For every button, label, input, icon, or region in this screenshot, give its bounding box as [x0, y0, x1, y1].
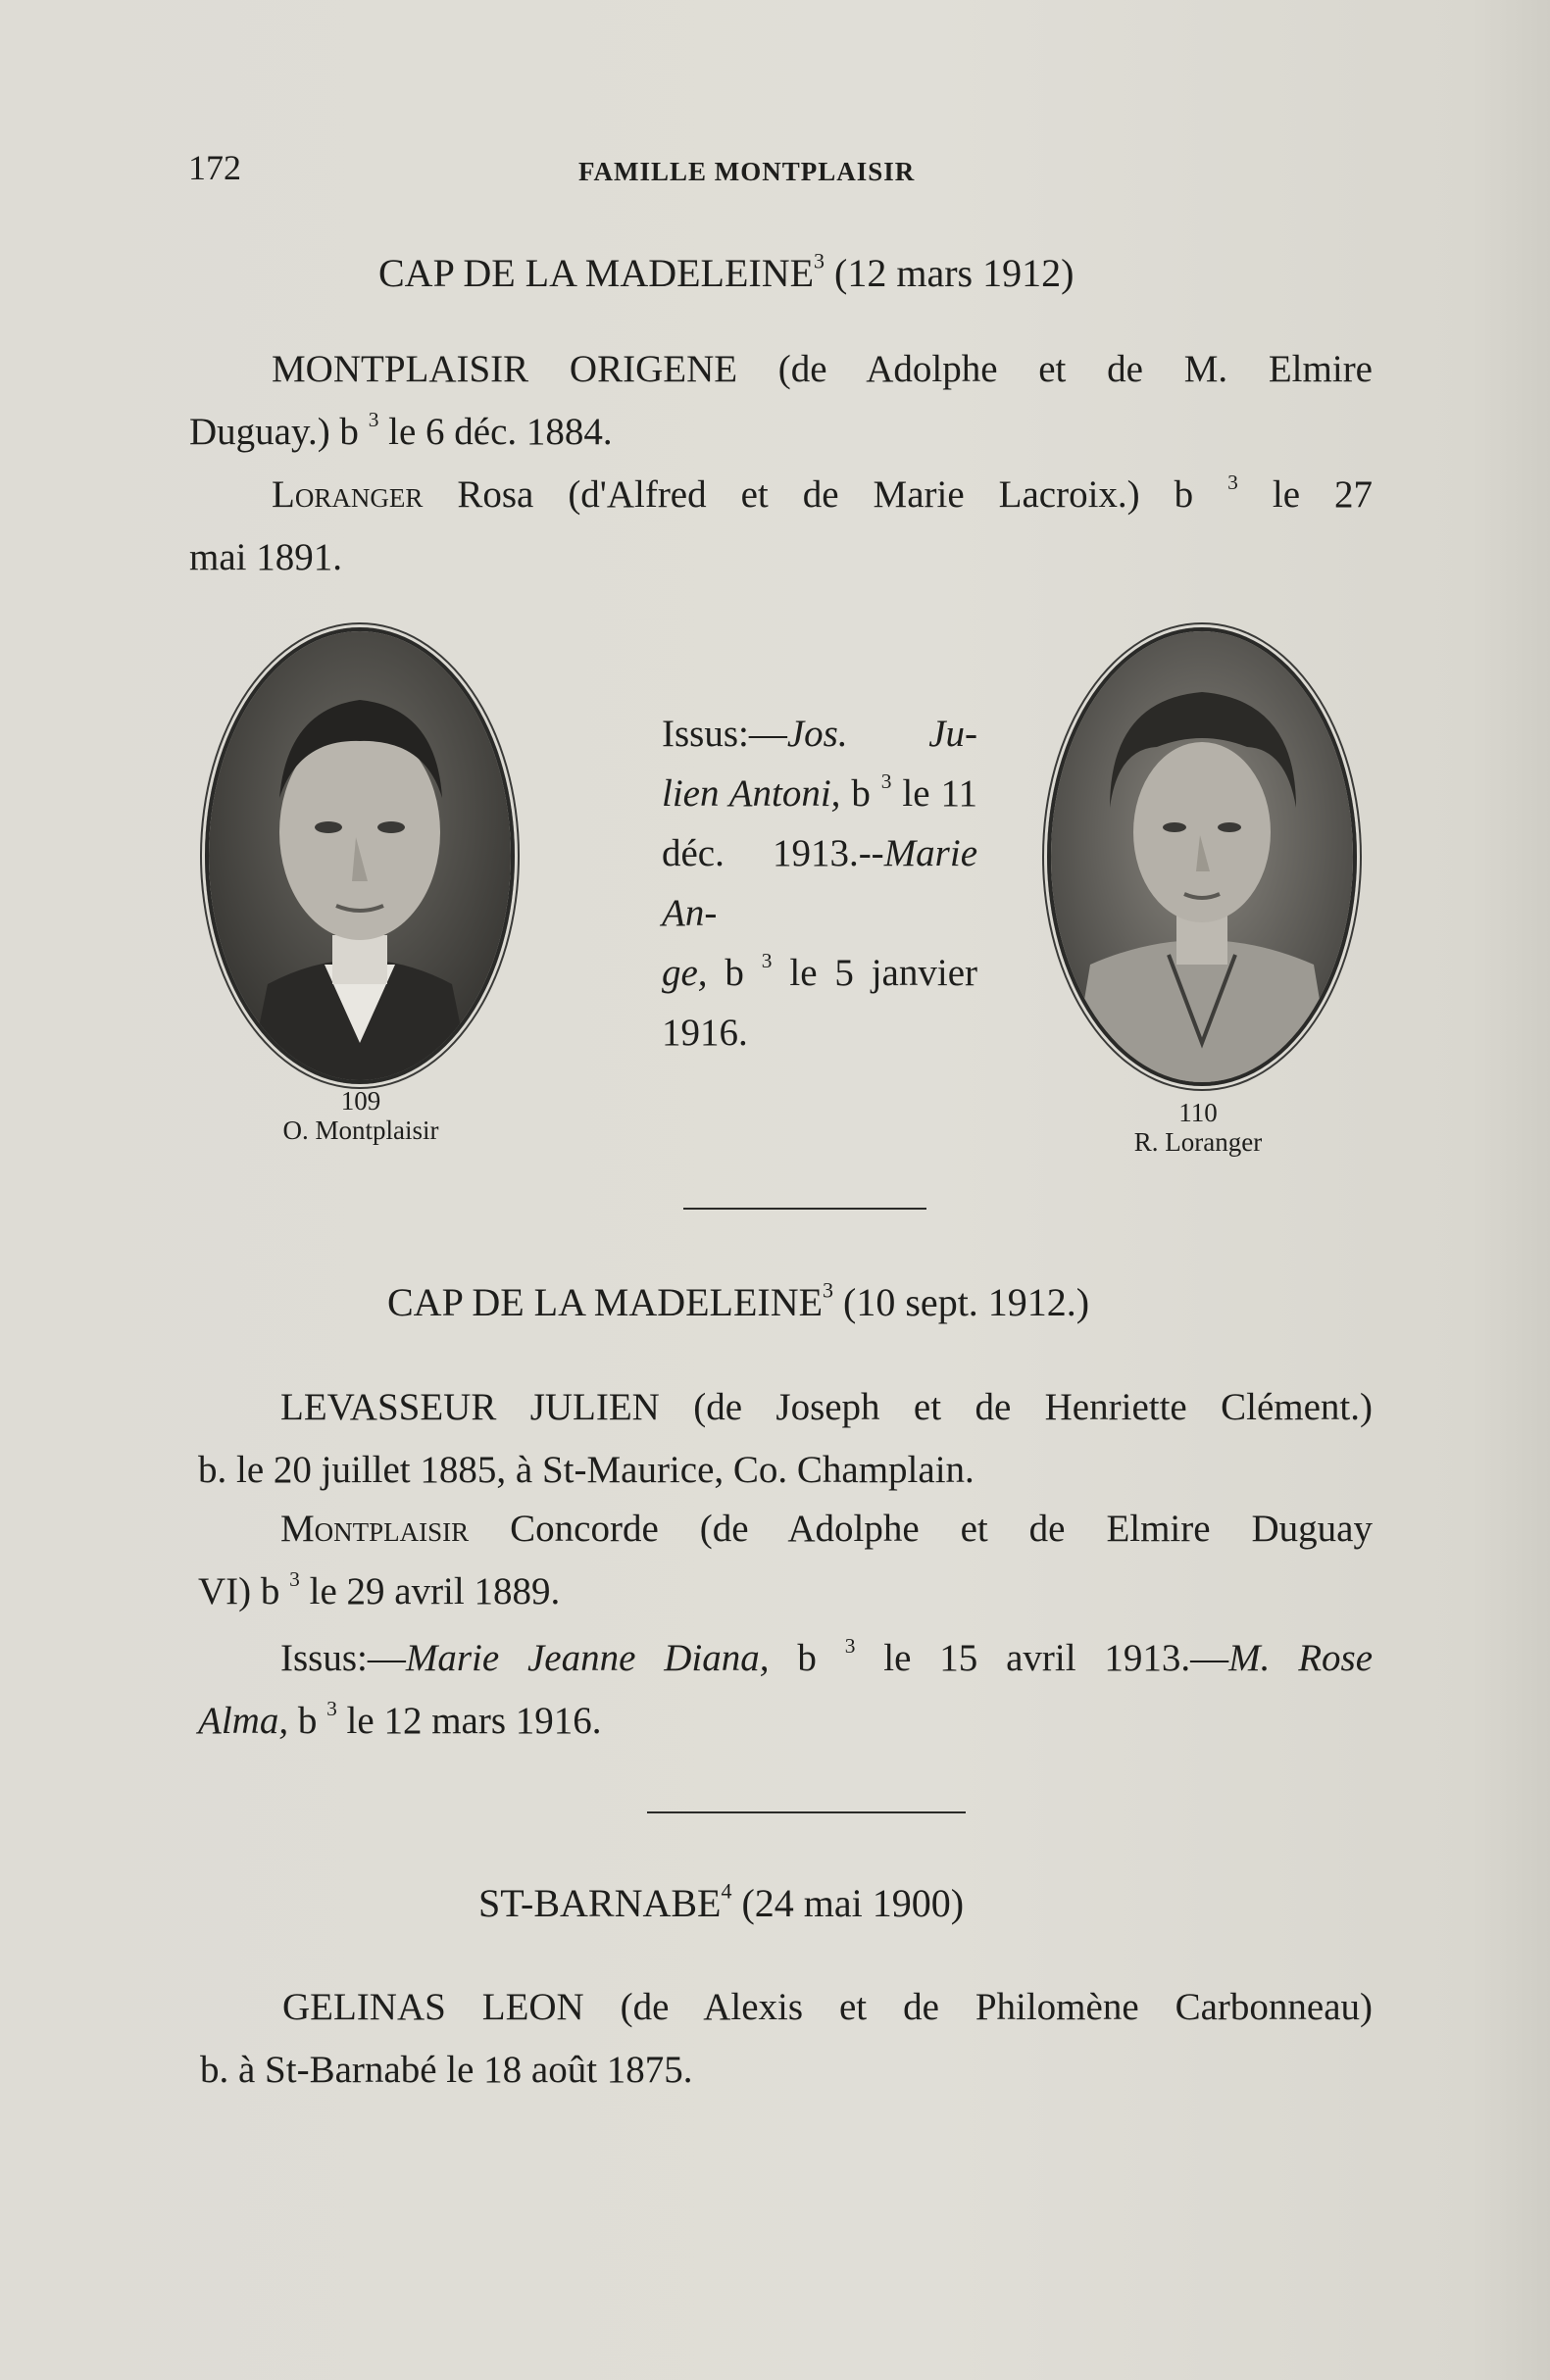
entry-groom-1: MONTPLAISIR ORIGENE (de Adolphe et de M. Elmire Duguay.) b $^3$ le 6 déc. 1884. [189, 348, 1373, 453]
photo-name-left: O. Montplaisir [282, 1116, 439, 1145]
section-divider-2 [647, 1811, 966, 1813]
running-title: FAMILLE MONTPLAISIR [578, 157, 916, 186]
section-heading-3: ST-BARNABE$^4$ (24 mai 1900) [478, 1878, 965, 1925]
man-portrait-icon [209, 631, 511, 1080]
issue-text-1: Issus:—Jos. Ju- lien Antoni, b $^3$ le 11 déc. 1913.--Marie An- ge, b $^3$ le 5 janvier 1916. [662, 713, 978, 1054]
entry-bride-2: Montplaisir Concorde (de Adolphe et de Elmire Duguay VI) b $^3$ le 29 avril 1889. [198, 1508, 1373, 1612]
portrait-photo-left [205, 627, 515, 1084]
section-heading-1: CAP DE LA MADELEINE$^3$ (12 mars 1912) [378, 248, 1075, 295]
entry-groom-3: GELINAS LEON (de Alexis et de Philomène Carbonneau) b. à St-Barnabé le 18 août 1875. [200, 1986, 1373, 2091]
section-heading-2: CAP DE LA MADELEINE$^3$ (10 sept. 1912.) [387, 1277, 1090, 1324]
photo-name-right: R. Loranger [1133, 1127, 1263, 1157]
woman-portrait-icon [1051, 631, 1353, 1082]
issue-text-2: Issus:—Marie Jeanne Diana, b $^3$ le 15 avril 1913.—M. Rose Alma, b $^3$ le 12 mars 1916. [198, 1633, 1374, 1742]
photo-caption-right [1075, 1098, 1321, 1157]
photo-caption-left [238, 1086, 483, 1145]
photo-number-left: 109 [340, 1086, 381, 1116]
portrait-photo-right [1047, 627, 1357, 1086]
entry-groom-2: LEVASSEUR JULIEN (de Joseph et de Henriette Clément.) b. le 20 juillet 1885, à St-Maurice, Co. Champlain. [198, 1386, 1373, 1491]
entry-bride-1: Loranger Rosa (d'Alfred et de Marie Lacroix.) b $^3$ le 27 mai 1891. [189, 470, 1374, 578]
section-divider-1 [683, 1208, 926, 1210]
page-number: 172 [188, 148, 241, 187]
photo-number-right: 110 [1178, 1098, 1218, 1127]
